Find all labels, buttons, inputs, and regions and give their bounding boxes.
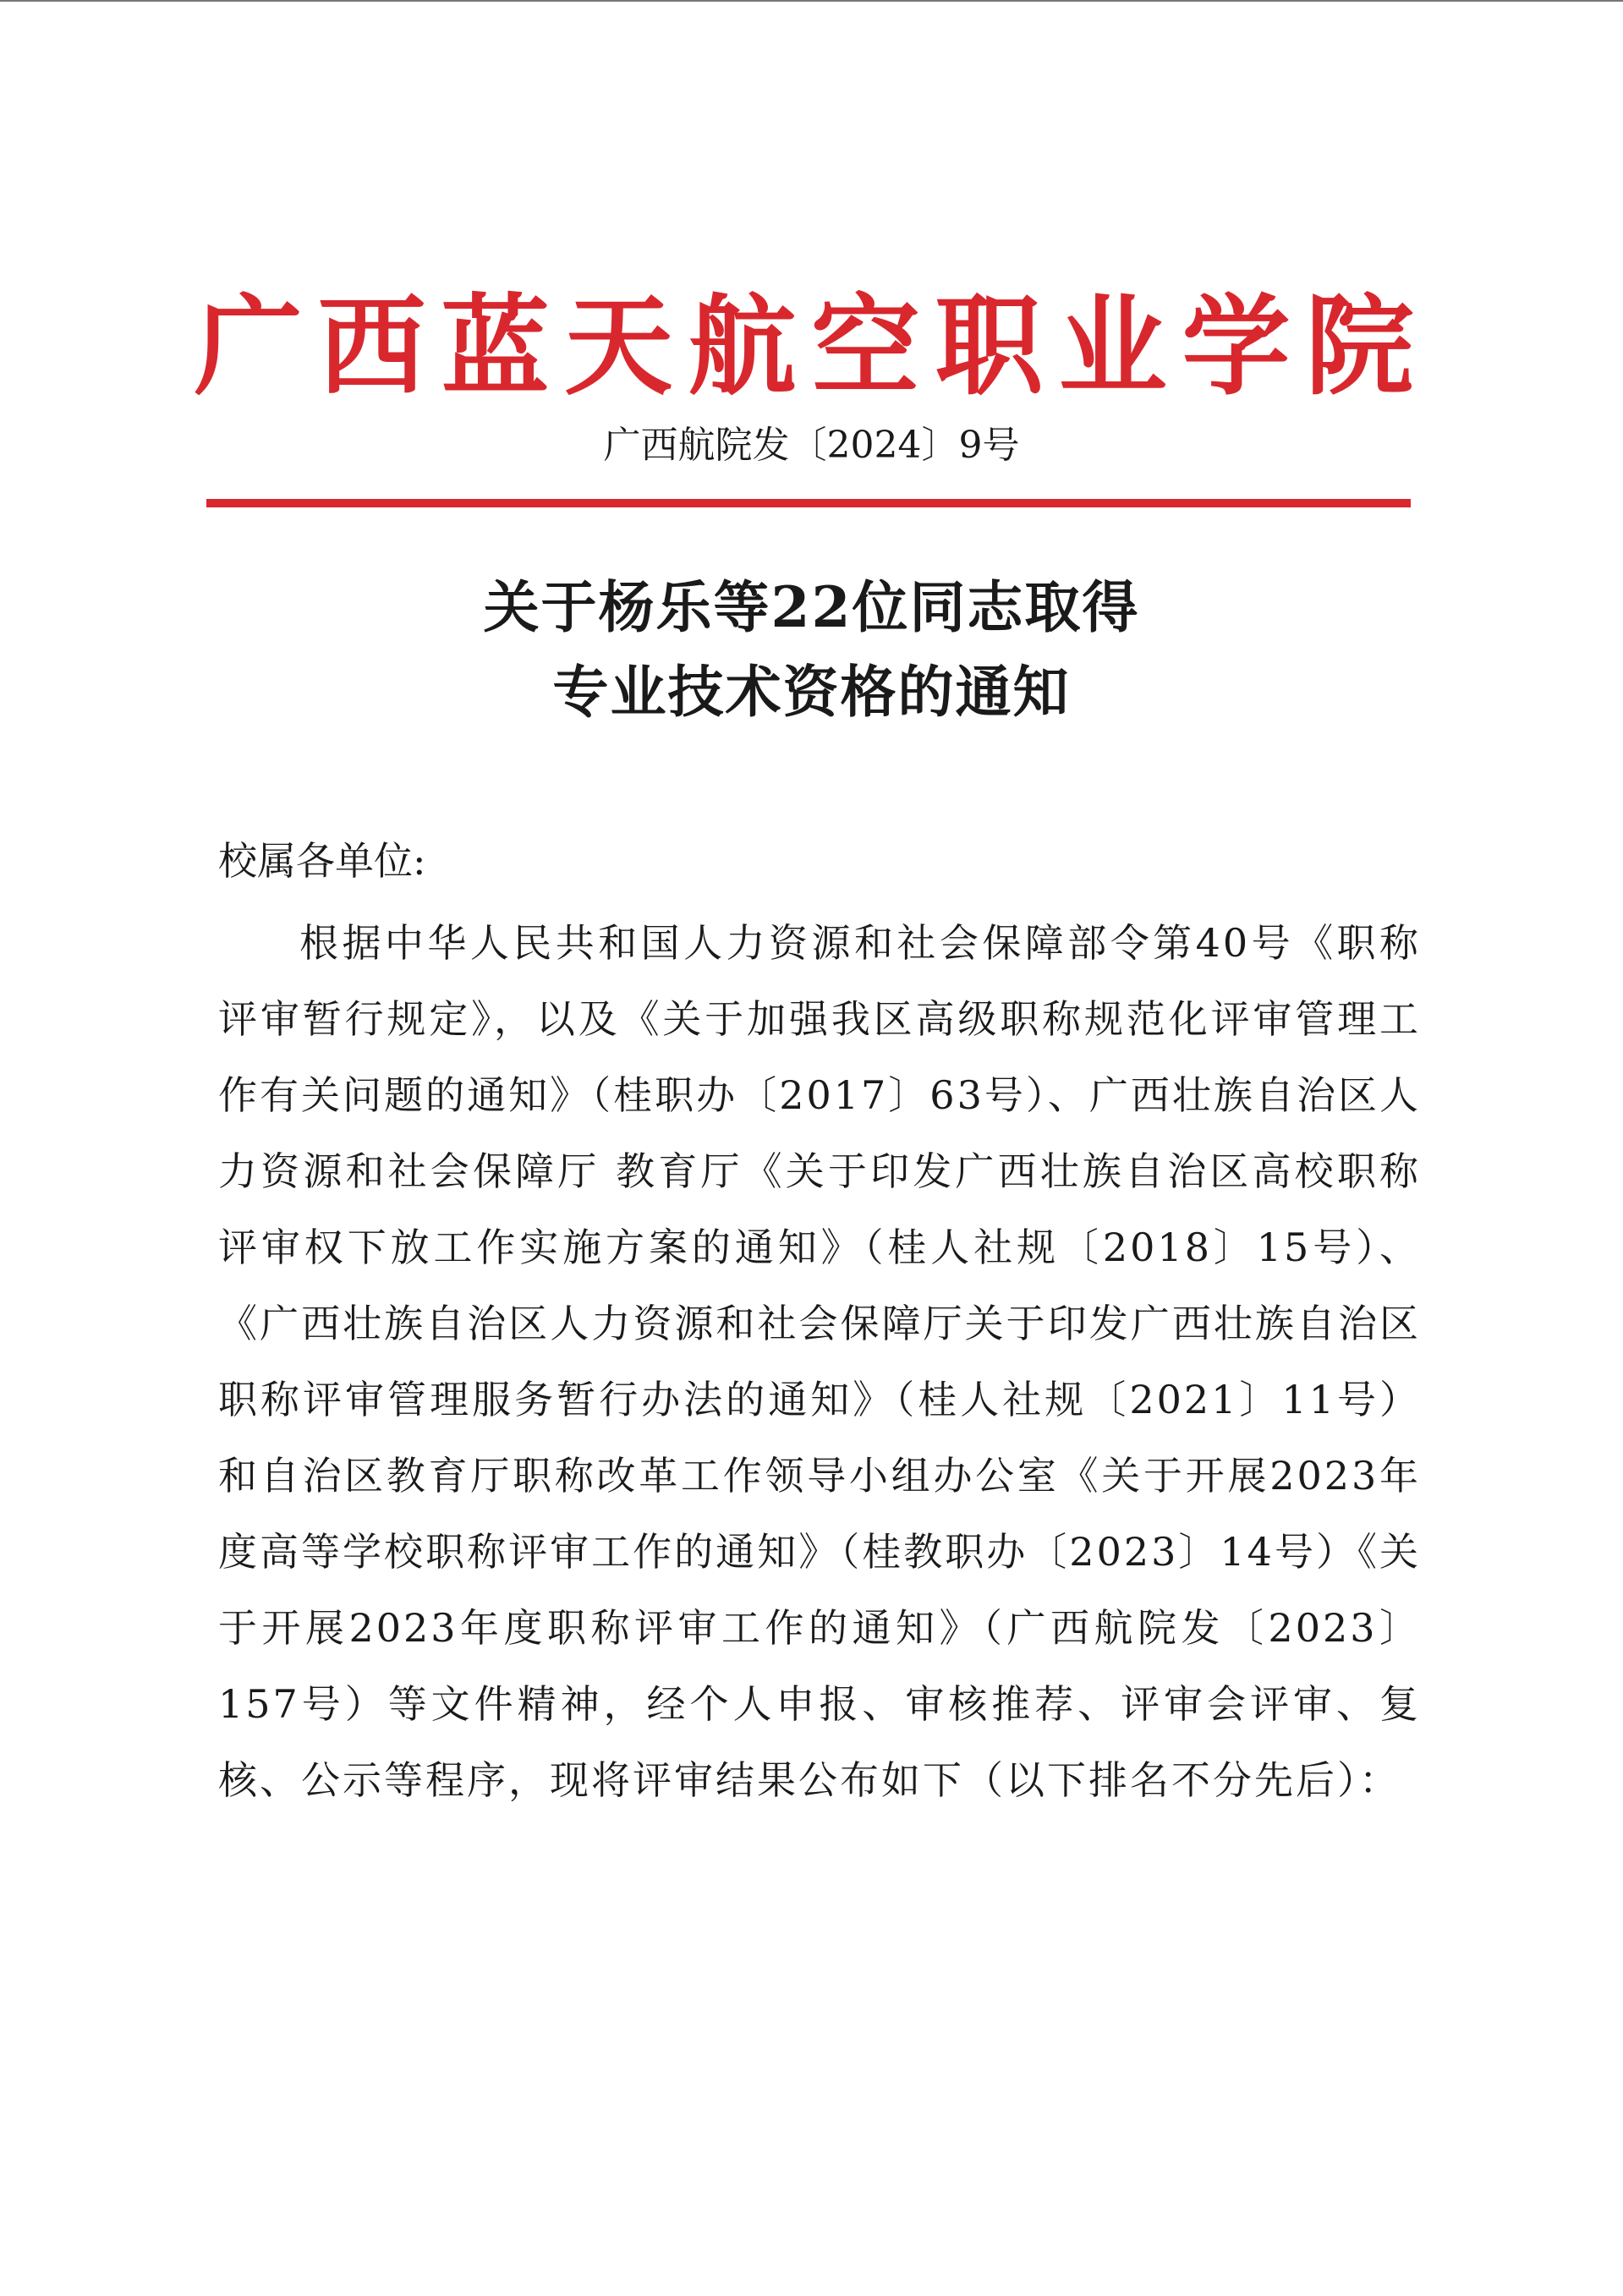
- document-number: 广西航院发〔2024〕9号: [603, 424, 1020, 467]
- page-top-border: [0, 0, 1623, 2]
- notice-title: [0, 565, 1623, 734]
- org-title: 广西蓝天航空职业学院: [194, 283, 1429, 410]
- notice-title-line-2: 专业技术资格的通知: [552, 659, 1071, 725]
- body-paragraph: 根据中华人民共和国人力资源和社会保障部令第40号《职称评审暂行规定》，以及《关于加强我区高级职称规范化评审管理工作有关问题的通知》（桂职办〔2017〕63号）、广西壮族自治区人力资源和社会保障厅 教育厅《关于印发广西壮族自治区高校职称评审权下放工作实施方案的通知》（桂人社规〔2018〕15号）、《广西壮族自治区人力资源和社会保障厅关于印发广西壮族自治区职称评审管理服务暂行办法的通知》（桂人社规〔2021〕11号）和自治区教育厅职称改革工作领导小组办公室《关于开展2023年度高等学校职称评审工作的通知》（桂教职办〔2023〕14号）《关于开展2023年度职称评审工作的通知》（广西航院发〔2023〕157号）等文件精神，经个人申报、审核推荐、评审会评审、复核、公示等程序，现将评审结果公布如下（以下排名不分先后）：: [218, 920, 1421, 1803]
- salutation: 校属各单位:: [218, 838, 426, 884]
- red-header-divider: [206, 499, 1411, 507]
- notice-title-line-1: 关于杨乐等22位同志取得: [483, 574, 1140, 640]
